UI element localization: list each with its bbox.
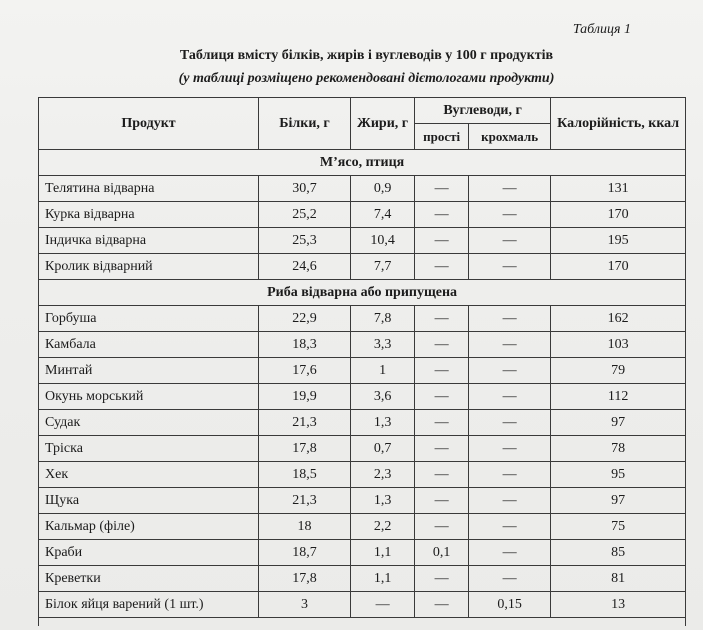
cell-calories: 85 [551, 540, 686, 566]
table-row [39, 592, 686, 618]
cell-fat: 1,3 [351, 488, 415, 514]
cell-calories: 95 [551, 462, 686, 488]
section-title: М’ясо, птиця [39, 150, 686, 176]
cell-fat: 7,7 [351, 254, 415, 280]
header-carbs-simple: прості [415, 124, 469, 150]
table-row [39, 384, 686, 410]
cell-carbs-simple: — [415, 410, 469, 436]
cell-calories: 79 [551, 358, 686, 384]
table-row [39, 176, 686, 202]
cell-fat: 1 [351, 358, 415, 384]
cell-fat: 0,7 [351, 436, 415, 462]
table-row [39, 540, 686, 566]
cell-product-name: Кальмар (філе) [39, 514, 259, 540]
cell-calories: 112 [551, 384, 686, 410]
cell-calories: 13 [551, 592, 686, 618]
cell-carbs-starch: — [469, 462, 551, 488]
cell-product-name: Білок яйця варений (1 шт.) [39, 592, 259, 618]
cell-carbs-simple: — [415, 514, 469, 540]
cell-protein: 17,8 [259, 436, 351, 462]
cell-carbs-starch: 0,15 [469, 592, 551, 618]
document-title: Таблиця вмісту білків, жирів і вуглеводів у 100 г продуктів [179, 48, 554, 63]
cell-calories: 97 [551, 488, 686, 514]
table-header [39, 98, 686, 150]
cell-carbs-simple: — [415, 358, 469, 384]
cell-calories: 162 [551, 306, 686, 332]
cell-protein: 18 [259, 514, 351, 540]
cell-protein: 19,9 [259, 384, 351, 410]
cell-carbs-starch: — [469, 358, 551, 384]
cell-fat: 3,6 [351, 384, 415, 410]
cell-fat: 0,9 [351, 176, 415, 202]
cropped-row [39, 618, 686, 627]
cell-calories: 131 [551, 176, 686, 202]
cell-carbs-starch: — [469, 228, 551, 254]
cell-carbs-starch: — [469, 488, 551, 514]
cell-carbs-starch: — [469, 410, 551, 436]
cell-carbs-starch: — [469, 306, 551, 332]
section-title: Риба відварна або припущена [39, 280, 686, 306]
cell-fat: 2,2 [351, 514, 415, 540]
cell-carbs-simple: — [415, 228, 469, 254]
cell-fat: 3,3 [351, 332, 415, 358]
cell-product-name: Курка відварна [39, 202, 259, 228]
section-row [39, 280, 686, 306]
cell-calories: 170 [551, 202, 686, 228]
cell-product-name: Горбуша [39, 306, 259, 332]
header-fat: Жири, г [351, 98, 415, 150]
cell-calories: 97 [551, 410, 686, 436]
cell-calories: 170 [551, 254, 686, 280]
cropped-cell [39, 618, 686, 627]
table-row [39, 332, 686, 358]
header-protein: Білки, г [259, 98, 351, 150]
table-row [39, 306, 686, 332]
table-row [39, 202, 686, 228]
nutrition-table [38, 97, 686, 626]
cell-carbs-simple: — [415, 592, 469, 618]
cell-product-name: Минтай [39, 358, 259, 384]
header-calories: Калорійність, ккал [551, 98, 686, 150]
cell-protein: 25,2 [259, 202, 351, 228]
cell-fat: 1,1 [351, 566, 415, 592]
cell-carbs-starch: — [469, 176, 551, 202]
header-product: Продукт [39, 98, 259, 150]
cell-protein: 24,6 [259, 254, 351, 280]
table-row [39, 488, 686, 514]
cell-product-name: Щука [39, 488, 259, 514]
cell-protein: 17,8 [259, 566, 351, 592]
cell-product-name: Тріска [39, 436, 259, 462]
table-row [39, 566, 686, 592]
document-subtitle: (у таблиці розміщено рекомендовані дієтологами продукти) [178, 71, 555, 86]
header-carbs-starch: крохмаль [469, 124, 551, 150]
cell-carbs-starch: — [469, 202, 551, 228]
cell-fat: 1,3 [351, 410, 415, 436]
cell-fat: 1,1 [351, 540, 415, 566]
cell-product-name: Кролик відварний [39, 254, 259, 280]
cell-product-name: Судак [39, 410, 259, 436]
cell-carbs-starch: — [469, 566, 551, 592]
cell-carbs-simple: — [415, 176, 469, 202]
cell-protein: 3 [259, 592, 351, 618]
section-row [39, 150, 686, 176]
cell-carbs-starch: — [469, 332, 551, 358]
cell-protein: 30,7 [259, 176, 351, 202]
cell-calories: 195 [551, 228, 686, 254]
cell-carbs-simple: — [415, 306, 469, 332]
cell-carbs-starch: — [469, 436, 551, 462]
cell-product-name: Телятина відварна [39, 176, 259, 202]
cell-carbs-simple: 0,1 [415, 540, 469, 566]
table-row [39, 410, 686, 436]
cell-calories: 75 [551, 514, 686, 540]
table-row [39, 358, 686, 384]
cell-carbs-simple: — [415, 202, 469, 228]
table-row [39, 436, 686, 462]
table-number-label: Таблиця 1 [572, 22, 631, 37]
cell-protein: 21,3 [259, 488, 351, 514]
cell-product-name: Краби [39, 540, 259, 566]
cell-product-name: Креветки [39, 566, 259, 592]
cell-product-name: Камбала [39, 332, 259, 358]
cell-calories: 81 [551, 566, 686, 592]
table-row [39, 462, 686, 488]
table-row [39, 228, 686, 254]
cell-carbs-simple: — [415, 566, 469, 592]
cell-carbs-starch: — [469, 384, 551, 410]
cell-protein: 18,3 [259, 332, 351, 358]
cell-fat: 10,4 [351, 228, 415, 254]
cell-fat: — [351, 592, 415, 618]
cell-product-name: Хек [39, 462, 259, 488]
table-row [39, 514, 686, 540]
cell-protein: 21,3 [259, 410, 351, 436]
cell-fat: 2,3 [351, 462, 415, 488]
cell-carbs-simple: — [415, 384, 469, 410]
cell-carbs-simple: — [415, 436, 469, 462]
cell-product-name: Окунь морський [39, 384, 259, 410]
cell-carbs-starch: — [469, 254, 551, 280]
cell-carbs-simple: — [415, 254, 469, 280]
cell-carbs-starch: — [469, 514, 551, 540]
cell-carbs-simple: — [415, 462, 469, 488]
cell-carbs-simple: — [415, 488, 469, 514]
table-body [39, 150, 686, 627]
cell-protein: 18,5 [259, 462, 351, 488]
cell-protein: 22,9 [259, 306, 351, 332]
cell-carbs-starch: — [469, 540, 551, 566]
cell-fat: 7,4 [351, 202, 415, 228]
cell-calories: 103 [551, 332, 686, 358]
cell-protein: 17,6 [259, 358, 351, 384]
cell-protein: 25,3 [259, 228, 351, 254]
cell-carbs-simple: — [415, 332, 469, 358]
table-row [39, 254, 686, 280]
cell-product-name: Індичка відварна [39, 228, 259, 254]
cell-fat: 7,8 [351, 306, 415, 332]
header-carbs: Вуглеводи, г [415, 98, 551, 124]
cell-calories: 78 [551, 436, 686, 462]
cell-protein: 18,7 [259, 540, 351, 566]
